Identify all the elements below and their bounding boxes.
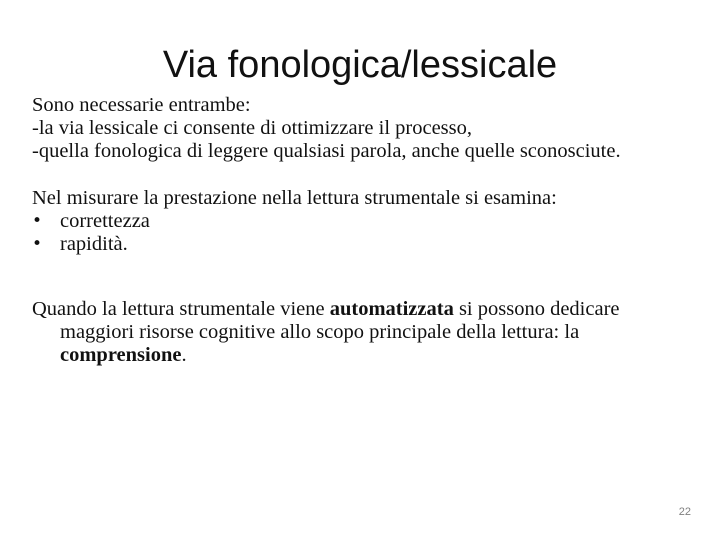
automatization-paragraph bbox=[32, 298, 692, 367]
page-number: 22 bbox=[678, 506, 691, 518]
bullet-label: correttezza bbox=[60, 210, 150, 232]
text-segment: si possono dedicare maggiori risorse cognitive allo scopo principale della lettura: la bbox=[60, 298, 620, 343]
bullet-icon: • bbox=[32, 211, 43, 231]
bullet-label: rapidità. bbox=[60, 233, 128, 255]
slide-body bbox=[32, 94, 692, 367]
slide-title: Via fonologica/lessicale bbox=[162, 44, 558, 86]
text-segment: . bbox=[181, 344, 187, 366]
spacer bbox=[32, 163, 692, 187]
phonological-route-line: -quella fonologica di leggere qualsiasi parola, anche quelle sconosciute. bbox=[32, 140, 621, 162]
measurement-intro: Nel misurare la prestazione nella lettura strumentale si esamina: bbox=[32, 187, 557, 209]
lexical-route-line: -la via lessicale ci consente di ottimizzare il processo, bbox=[32, 117, 473, 139]
text-segment: Quando la lettura strumentale viene bbox=[32, 298, 330, 320]
bullet-item-correctness bbox=[32, 210, 692, 233]
bullet-icon: • bbox=[32, 234, 43, 254]
spacer bbox=[32, 256, 692, 298]
intro-line: Sono necessarie entrambe: bbox=[32, 94, 251, 116]
bullet-item-speed bbox=[32, 233, 692, 256]
bold-term-comprensione: comprensione bbox=[60, 344, 182, 366]
bold-term-automatizzata: automatizzata bbox=[329, 298, 454, 320]
